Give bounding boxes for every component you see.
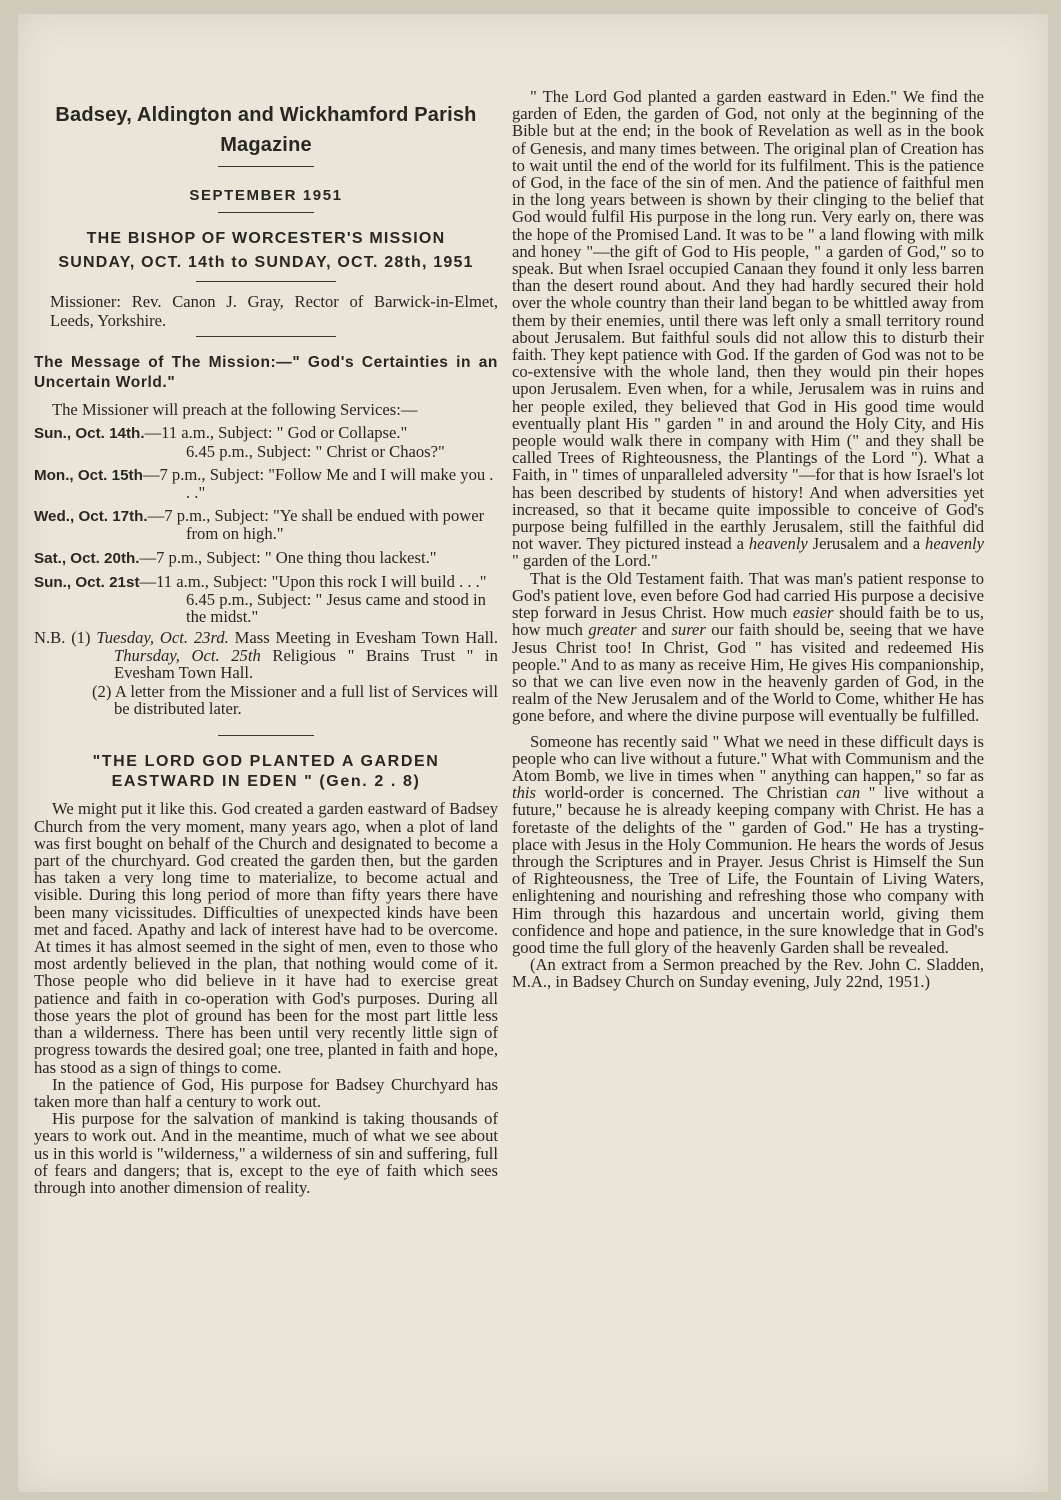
p5-c: and (636, 620, 672, 640)
service-day: Sat., Oct. 20th. (34, 549, 140, 567)
magazine-title-line1: Badsey, Aldington and Wickhamford Parish (55, 104, 477, 126)
service-entry: 6.45 p.m., Subject: " Christ or Chaos?" (186, 441, 445, 461)
nb-note-2: (2) A letter from the Missioner and a full list of Services will be distributed later. (92, 682, 498, 719)
sermon-heading-line1: "THE LORD GOD PLANTED A GARDEN (92, 753, 440, 771)
p5-italic-b: greater (588, 620, 637, 640)
service-entry: 6.45 p.m., Subject: " Jesus came and stood in the midst." (186, 590, 486, 627)
service-day: Sun., Oct. 14th. (34, 425, 145, 443)
nb-note-1 (34, 629, 498, 681)
p6-italic-b: can (836, 783, 861, 803)
p5-a: That is the Old Testament faith. That was man's patient response to God's patient love, even before God had carried His purpose a decisive step forward in Jesus Christ. How much (512, 568, 984, 623)
sermon-paragraph-6 (512, 733, 984, 957)
sermon-heading-line2: EASTWARD IN EDEN " (Gen. 2 . 8) (111, 773, 421, 791)
mission-heading (34, 227, 498, 275)
p4-text: " The Lord God planted a garden eastward in Eden." We find the garden of Eden, the garden of God, not only at the beginning of the Bible but at the end; in the book of Revelation as well as in the book of Genesis, and many times between. The original plan of Creation has to wait until the end of the world for its fulfilment. This is the patience of God, in the face of the sin of men. And the patience of faithful men in the long years between is shown by their clinging to the belief that God would fulfil His purpose in the long run. Very early on, there was the hope of the Promised Land. It was to be " a land flowing with milk and honey "—the gift of God to His people, " a garden of God," so to speak. But when Israel occupied Canaan they found it only less barren than the desert round about. And they had hardly secured their hold over the whole country than their land began to be whittled away from them by their enemies, until there was left only a small territory round about Jerusalem. But faithful souls did not allow this to disturb their faith. They kept patience with God. If the garden of God was not to be co-extensive with the whole land, then they would pin their hopes upon Jerusalem. Even when, for a while, Jerusalem was in ruins and her people exiled, they believed that God in His good time would eventually plant His " garden " in and around the Holy City, and His people would walk there in company with Him (" and they shall be called Trees of Righteousness, the Plantings of the Lord "). What a Faith, in " times of unparalleled adversity "—for that is how Israel's lot has been described by students of history! And when adversities yet increased, so that it became quite impossible to conceive of God's purpose being fulfilled in the earthly Jerusalem, still the faithful did not waver. They pictured instead a (512, 87, 984, 554)
magazine-title (34, 100, 498, 160)
service-entry (34, 573, 498, 591)
service-text: —7 p.m., Subject: "Ye shall be endued with power from on high." (147, 506, 485, 544)
p6-b: world-order is concerned. The Christian (535, 783, 837, 803)
title-rule (218, 166, 314, 167)
missioner-text: Missioner: Rev. Canon J. Gray, Rector of Barwick-in-Elmet, Leeds, Yorkshire. (50, 292, 498, 331)
sermon-footnote: (An extract from a Sermon preached by the Rev. John C. Sladden, M.A., in Badsey Church on Sunday evening, July 22nd, 1951.) (512, 955, 984, 992)
service-text: —11 a.m., Subject: " God or Collapse." (144, 423, 408, 443)
mission-rule (196, 281, 336, 282)
p5-b: should faith be to us, how much (512, 603, 984, 640)
p6-c: " live without a future," because he is already keeping company with Christ. He has a foretaste of the delights of the " garden of God." He has a trysting-place with Jesus in the Holy Communion. He hears the words of Jesus through the Scriptures and in Prayer. Jesus Christ is Himself the Sun of Righteousness, the Tree of Life, the Fountain of Living Waters, enlightening and nourishing and refreshing those who company with Him through this hazardous and uncertain world, giving them confidence and hope and patience, in the sure knowledge that in God's good time the full glory of the heavenly Garden shall be revealed. (512, 783, 984, 957)
issue-rule (218, 212, 314, 213)
service-day: Mon., Oct. 15th (34, 466, 143, 484)
magazine-page (18, 14, 1048, 1492)
sermon-paragraph-2: In the patience of God, His purpose for Badsey Churchyard has taken more than half a century to work out. (34, 1074, 498, 1111)
service-text: —7 p.m., Subject: "Follow Me and I will make you . . ." (142, 464, 494, 503)
p6-a: Someone has recently said " What we need in these difficult days is people who can live without a future." What with Communism and the Atom Bomb, we live in times when " anything can happen," so far as (512, 731, 984, 785)
mission-message: The Message of The Mission:—" God's Certainties in an Uncertain World." (34, 354, 498, 392)
p5-italic-a: easier (792, 603, 834, 623)
sermon-paragraph-5 (512, 570, 984, 725)
nb-prefix: N.B. (1) (34, 628, 97, 648)
sermon-heading (34, 752, 498, 792)
mission-heading-line2: SUNDAY, OCT. 14th to SUNDAY, OCT. 28th, 1951 (58, 254, 474, 272)
service-entry (34, 466, 498, 501)
nb-text-a: Mass Meeting in Evesham Town Hall. (228, 628, 498, 648)
magazine-title-line2: Magazine (220, 134, 312, 156)
p4-mid: Jerusalem and a (807, 534, 926, 554)
right-column (512, 88, 984, 991)
p6-italic-a: this (512, 783, 536, 803)
p4-italic-a: heavenly (748, 534, 808, 554)
sermon-paragraph-3: His purpose for the salvation of mankind is taking thousands of years to work out. And in the meantime, much of what we see about us in this world is "wilderness," a wilderness of sin and suffering, full of fears and dangers; that is, except to the eye of faith which sees through into another dimension of reality. (34, 1109, 498, 1197)
p4-end: " garden of the Lord." (512, 551, 658, 571)
nb-date-b: Thursday, Oct. 25th (114, 645, 261, 665)
service-entry (34, 507, 498, 542)
service-day: Sun., Oct. 21st (34, 573, 140, 591)
nb-text-b: Religious " Brains Trust " in Evesham Town Hall. (114, 645, 498, 682)
service-entry (34, 549, 498, 567)
missioner-rule (196, 336, 336, 337)
service-text: —11 a.m., Subject: "Upon this rock I will build . . ." (139, 571, 487, 591)
service-entry (34, 424, 498, 442)
p5-d: our faith should be, seeing that we have Jesus Christ too! In Christ, God " has visited and redeemed His people." And to as many as receive Him, He gives His companionship, so that we can live even now in the heavenly garden of God, in the realm of the New Jerusalem and of the World to Come, whither He has gone before, and where the divine purpose will eventually be fulfilled. (512, 620, 984, 726)
sermon-paragraph-1: We might put it like this. God created a garden eastward of Badsey Church from the very moment, many years ago, when a plot of land was first bought on behalf of the Church and designated to become a part of the churchyard. God created the garden then, but the garden has taken a very long time to materialize, to become actual and visible. During this long period of more than fifty years there have been many vicissitudes. Difficulties of unexpected kinds have been met and faced. Apathy and lack of interest have had to be overcome. At times it has almost seemed in the sight of men, even to those who most ardently believed in the plan, that nothing would come of it. Those people who did believe in it have had to exercise great patience and faith in co-operation with God's purposes. During all those years the plot of ground has been for the most part little less than a wilderness. There has been until very recently little sign of progress towards the desired goal; one tree, planted in faith and hope, has stood as a sign of things to come. (34, 799, 498, 1077)
mission-heading-line1: THE BISHOP OF WORCESTER'S MISSION (86, 230, 446, 248)
left-column (34, 100, 498, 1196)
service-text: —7 p.m., Subject: " One thing thou lackest." (139, 547, 437, 567)
service-day: Wed., Oct. 17th. (34, 508, 148, 526)
p4-italic-b: heavenly (925, 534, 984, 554)
issue-date: SEPTEMBER 1951 (189, 187, 343, 204)
p5-italic-c: surer (671, 620, 706, 640)
sermon-paragraph-4 (512, 88, 984, 570)
services-intro: The Missioner will preach at the following Services:— (52, 400, 418, 420)
section-rule (218, 735, 314, 736)
nb-date-a: Tuesday, Oct. 23rd. (96, 628, 229, 648)
